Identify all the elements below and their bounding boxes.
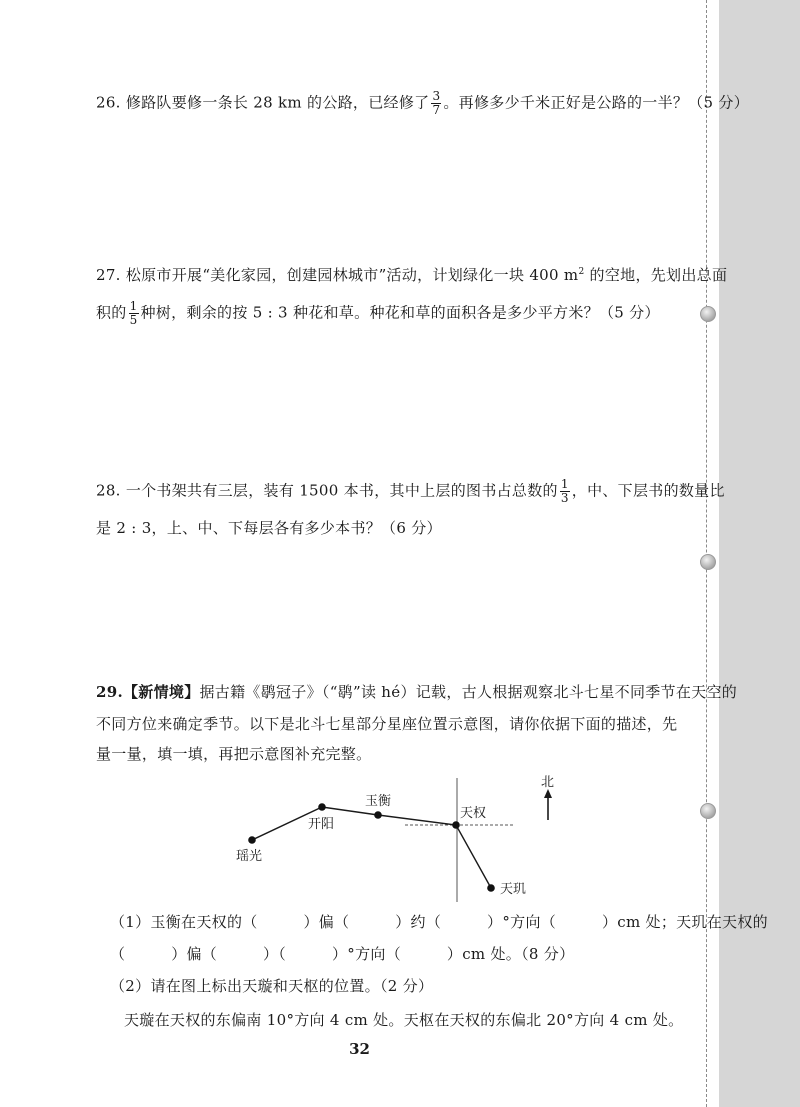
question-29-part-1-line-2: （ ）偏（ ）（ ）°方向（ ）cm 处。（8 分） bbox=[110, 945, 575, 963]
star-kaiyang bbox=[318, 803, 326, 811]
north-arrowhead bbox=[544, 789, 552, 798]
star-connections bbox=[252, 807, 491, 888]
page-number: 32 bbox=[349, 1040, 370, 1058]
star-tianji bbox=[487, 884, 495, 892]
label-tianquan: 天权 bbox=[460, 806, 487, 821]
binding-margin bbox=[719, 0, 800, 1107]
fraction: $\frac{1}{3}$ bbox=[560, 477, 569, 505]
label-yaoguang: 瑶光 bbox=[236, 849, 263, 864]
label-yuheng: 玉衡 bbox=[365, 794, 392, 809]
star-yaoguang bbox=[248, 836, 256, 844]
question-26: 26. 修路队要修一条长 28 km 的公路，已经修了 $\frac{3}{7}$ 。再修多少千米正好是公路的一半？（5 分） bbox=[96, 89, 749, 117]
question-28-line-2: 是 2 : 3，上、中、下每层各有多少本书？（6 分） bbox=[96, 519, 442, 537]
star-tianquan bbox=[452, 821, 460, 829]
label-tianji: 天玑 bbox=[500, 882, 527, 897]
fraction: $\frac{1}{5}$ bbox=[129, 299, 138, 327]
question-29-line-2: 不同方位来确定季节。以下是北斗七星部分星座位置示意图，请你依据下面的描述，先 bbox=[96, 715, 678, 733]
label-kaiyang: 开阳 bbox=[308, 817, 335, 832]
fraction: $\frac{3}{7}$ bbox=[432, 89, 441, 117]
question-27-line-2: 积的 $\frac{1}{5}$ 种树，剩余的按 5 : 3 种花和草。种花和草的面积各是多少平方米？（5 分） bbox=[96, 299, 660, 327]
question-29-part-2: （2）请在图上标出天璇和天枢的位置。（2 分） bbox=[110, 977, 434, 995]
question-27-line-1: 27. 松原市开展“美化家园，创建园林城市”活动，计划绿化一块 400 $m^2$ 的空地，先划出总面 bbox=[96, 266, 728, 284]
new-context-tag: 29.【新情境】 bbox=[96, 683, 200, 701]
question-28-line-1: 28. 一个书架共有三层，装有 1500 本书，其中上层的图书占总数的 $\frac{1}{3}$ ，中、下层书的数量比 bbox=[96, 477, 725, 505]
question-29-part-1-line-1: （1）玉衡在天权的（ ）偏（ ）约（ ）°方向（ ）cm 处；天玑在天权的 bbox=[110, 913, 768, 931]
answer-text: 天璇在天权的东偏南 10°方向 4 cm 处。天枢在天权的东偏北 20°方向 4 cm 处。 bbox=[124, 1011, 684, 1029]
north-label: 北 bbox=[541, 775, 555, 790]
question-29-line-3: 量一量，填一填，再把示意图补充完整。 bbox=[96, 745, 372, 763]
question-29-line-1: 29.【新情境】据古籍《鹖冠子》（“鹖”读 hé）记载，古人根据观察北斗七星不同季节在天空的 bbox=[96, 683, 738, 701]
star-yuheng bbox=[374, 811, 382, 819]
